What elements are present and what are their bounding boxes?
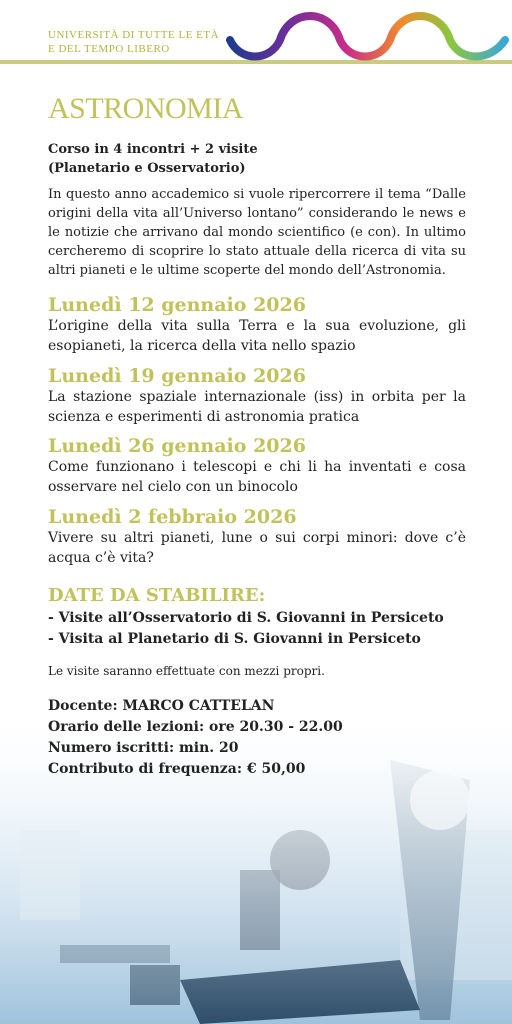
lesson-description: La stazione spaziale internazionale (iss) in orbita per la scienza e esperimenti di astronomia pratica (48, 389, 466, 425)
visits-note: Le visite saranno effettuate con mezzi propri. (48, 664, 325, 678)
subtitle-line-2: (Planetario e Osservatorio) (48, 161, 246, 176)
course-subtitle (48, 140, 258, 178)
to-schedule-heading: DATE DA STABILIRE: (48, 585, 266, 606)
enrollment-minimum: Numero iscritti: min. 20 (48, 740, 239, 756)
attendance-fee: Contributo di frequenza: € 50,00 (48, 761, 306, 777)
lesson-description: L’origine della vita sulla Terra e la sua evoluzione, gli esopianeti, la ricerca della vita nello spazio (48, 318, 466, 354)
subtitle-line-1: Corso in 4 incontri + 2 visite (48, 142, 258, 157)
university-line-1: UNIVERSITÀ DI TUTTE LE ETÀ (48, 29, 220, 41)
lesson-date: Lunedì 2 febbraio 2026 (48, 506, 297, 528)
lesson-4 (48, 506, 466, 568)
university-line-2: E DEL TEMPO LIBERO (48, 43, 170, 55)
lesson-1 (48, 294, 466, 356)
lesson-3 (48, 435, 466, 497)
course-info (48, 696, 343, 780)
teacher: Docente: MARCO CATTELAN (48, 698, 275, 714)
course-intro: In questo anno accademico si vuole ripercorrere il tema “Dalle origini della vita all’Universo lontano” considerando le news e le notizie che arrivano dal mondo scientifico (e con). In ultimo cercheremo di scoprire lo stato attuale della ricerca di vita su altri pianeti e le ultime scoperte del mondo dell’Astronomia. (48, 187, 466, 278)
lesson-schedule: Orario delle lezioni: ore 20.30 - 22.00 (48, 719, 343, 735)
visit-item-planetarium: - Visita al Planetario di S. Giovanni in Persiceto (48, 631, 421, 647)
visits-list (48, 608, 444, 650)
rainbow-wave-logo (225, 0, 512, 70)
lesson-date: Lunedì 12 gennaio 2026 (48, 294, 306, 316)
lesson-description: Come funzionano i telescopi e chi li ha inventati e cosa osservare nel cielo con un binocolo (48, 459, 466, 495)
lesson-date: Lunedì 19 gennaio 2026 (48, 365, 306, 387)
lesson-2 (48, 365, 466, 427)
header (0, 0, 512, 70)
visit-item-observatory: - Visite all’Osservatorio di S. Giovanni in Persiceto (48, 610, 444, 626)
lesson-date: Lunedì 26 gennaio 2026 (48, 435, 306, 457)
university-name (48, 28, 219, 56)
course-title: ASTRONOMIA (48, 92, 244, 125)
lesson-description: Vivere su altri pianeti, lune o sui corpi minori: dove c’è acqua c’è vita? (48, 530, 466, 566)
